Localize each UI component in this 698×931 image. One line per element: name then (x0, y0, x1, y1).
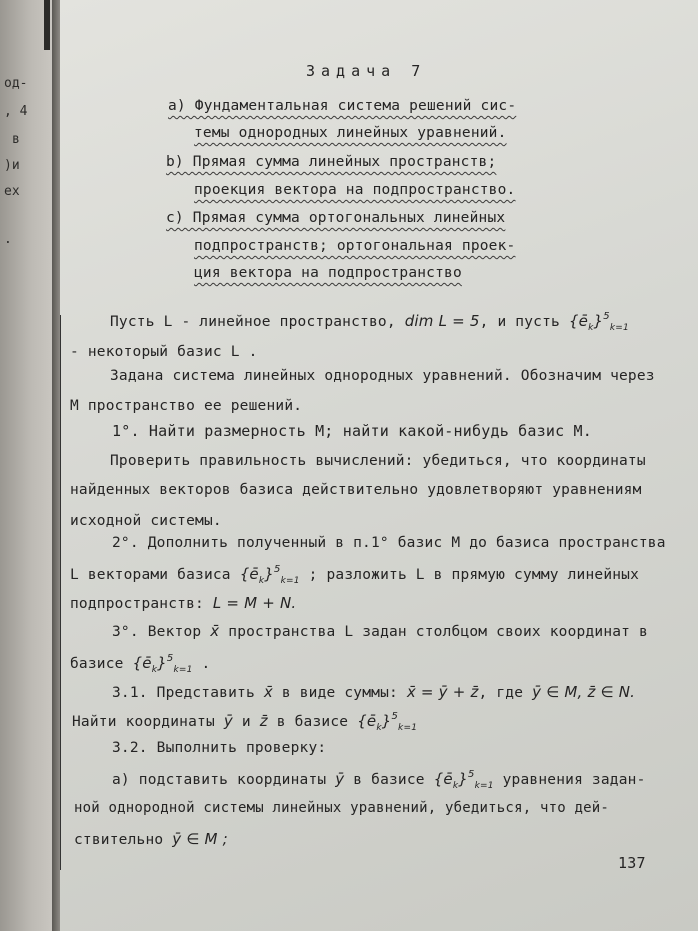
text-line: 2°. Дополнить полученный в п.1° базис M до базиса пространства (112, 535, 666, 551)
left-fragment: в (12, 132, 20, 147)
text-line: найденных векторов базиса действительно удовлетворяют уравнениям (70, 482, 642, 498)
topic-line: с) Прямая сумма ортогональных линейных (166, 210, 506, 226)
basis-notation: $\{ē_k\}^5_{k=1}$ (568, 311, 629, 333)
basis-notation: $\{ē_k\}^5_{k=1}$ (433, 769, 494, 791)
left-fragment: ех (4, 184, 20, 199)
text-line: M пространство ее решений. (70, 398, 303, 414)
text-line: подпространств: L = M + N. (70, 594, 297, 612)
left-fragment: од- (4, 76, 28, 91)
topic-line: а) Фундаментальная система решений сис- (168, 98, 517, 114)
left-fragment: , 4 (4, 104, 28, 119)
text-line: ствительно ȳ ∈ M ; (74, 830, 228, 848)
book-gutter (52, 0, 60, 931)
text-line: 3.1. Представить x̄ в виде суммы: x̄ = ȳ + z̄, где ȳ ∈ M, z̄ ∈ N. (112, 683, 636, 701)
text-line: 3°. Вектор x̄ пространства L задан столбцом своих координат в (112, 622, 648, 640)
left-fragment: )и (4, 158, 20, 173)
text-line: - некоторый базис L . (70, 344, 258, 360)
text-line: 3.2. Выполнить проверку: (112, 740, 327, 756)
text-line: Проверить правильность вычислений: убедиться, что координаты (110, 453, 646, 469)
text-line: 1°. Найти размерность M; найти какой-нибудь базис M. (112, 422, 592, 440)
document-page (60, 0, 698, 931)
left-fragment: . (4, 232, 12, 247)
basis-notation: $\{ē_k\}^5_{k=1}$ (357, 711, 418, 733)
topic-line: b) Прямая сумма линейных пространств; (166, 154, 497, 170)
page-number: 137 (618, 854, 646, 872)
basis-notation: $\{ē_k\}^5_{k=1}$ (132, 653, 193, 675)
text-line: базисе $\{ē_k\}^5_{k=1}$ . (70, 653, 211, 675)
topic-line: проекция вектора на подпространство. (194, 182, 516, 198)
text-line: Пусть L - линейное пространство, dim L = 5, и пусть $\{ē_k\}^5_{k=1}$ (110, 311, 629, 333)
page-edge-bar (44, 0, 50, 50)
topic-line: темы однородных линейных уравнений. (194, 125, 507, 141)
topic-line: подпространств; ортогональная проек- (194, 238, 516, 254)
basis-notation: $\{ē_k\}^5_{k=1}$ (239, 564, 300, 586)
margin-rule (60, 315, 61, 870)
text-line: а) подставить координаты ȳ в базисе $\{ē_k\}^5_{k=1}$ уравнения задан- (112, 769, 646, 791)
adjacent-page-edge (0, 0, 52, 931)
text-line: ной однородной системы линейных уравнений, убедиться, что дей- (74, 800, 609, 816)
text-line: исходной системы. (70, 513, 222, 529)
text-line: L векторами базиса $\{ē_k\}^5_{k=1}$ ; разложить L в прямую сумму линейных (70, 564, 640, 586)
text-line: Найти координаты ȳ и z̄ в базисе $\{ē_k\}^5_{k=1}$ (72, 711, 418, 733)
text-line: Задана система линейных однородных уравнений. Обозначим через (110, 368, 655, 384)
topic-line: ция вектора на подпространство (194, 265, 462, 281)
task-title: Задача 7 (306, 62, 427, 80)
